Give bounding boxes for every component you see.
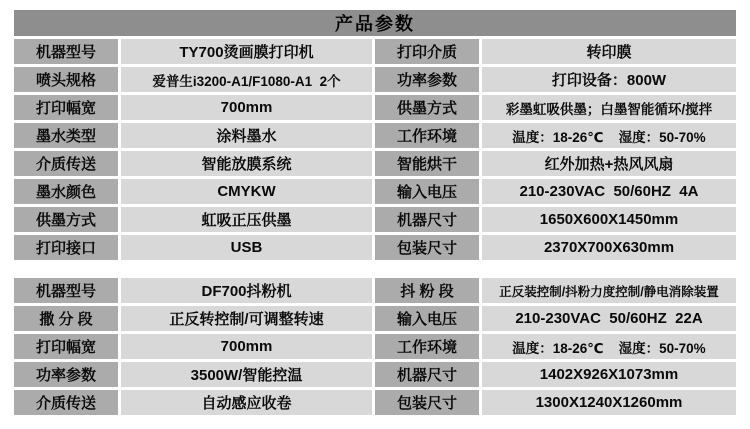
spec-value-cell: 转印膜 <box>482 39 736 64</box>
spec-label-cell: 介质传送 <box>14 151 118 176</box>
spec-label-cell: 抖 粉 段 <box>375 278 479 303</box>
spec-label-cell: 包装尺寸 <box>375 390 479 415</box>
spec-label-cell: 工作环境 <box>375 334 479 359</box>
spec-value-cell: 涂料墨水 <box>121 123 372 148</box>
spec-label-cell: 墨水类型 <box>14 123 118 148</box>
spec-label-cell: 墨水颜色 <box>14 179 118 204</box>
spec-value-cell: 正反装控制/抖粉力度控制/静电消除装置 <box>482 278 736 303</box>
page-title: 产品参数 <box>14 10 736 36</box>
spec-value-cell: 红外加热+热风风扇 <box>482 151 736 176</box>
spec-label-cell: 打印幅宽 <box>14 334 118 359</box>
spec-value-cell: TY700烫画膜打印机 <box>121 39 372 64</box>
spec-value-cell: 700mm <box>121 95 372 120</box>
spec-value-cell: 3500W/智能控温 <box>121 362 372 387</box>
spec-label-cell: 供墨方式 <box>14 207 118 232</box>
spec-value-cell: 虹吸正压供墨 <box>121 207 372 232</box>
spec-value-cell: 210-230VAC 50/60HZ 4A <box>482 179 736 204</box>
spec-label-cell: 输入电压 <box>375 179 479 204</box>
spec-value-cell: 1300X1240X1260mm <box>482 390 736 415</box>
spec-value-cell: CMYKW <box>121 179 372 204</box>
spec-label-cell: 打印接口 <box>14 235 118 260</box>
spec-value-cell: 爱普生i3200-A1/F1080-A1 2个 <box>121 67 372 92</box>
spec-label-cell: 功率参数 <box>14 362 118 387</box>
spec-value-cell: 1650X600X1450mm <box>482 207 736 232</box>
spec-value-cell: USB <box>121 235 372 260</box>
spec-label-cell: 功率参数 <box>375 67 479 92</box>
spec-value-cell: 2370X700X630mm <box>482 235 736 260</box>
spec-label-cell: 介质传送 <box>14 390 118 415</box>
spec-label-cell: 机器型号 <box>14 278 118 303</box>
spec-label-cell: 打印幅宽 <box>14 95 118 120</box>
spec-sheet <box>14 10 736 415</box>
spec-table-printer <box>14 39 736 260</box>
spec-label-cell: 机器尺寸 <box>375 207 479 232</box>
spec-label-cell: 打印介质 <box>375 39 479 64</box>
spec-label-cell: 机器尺寸 <box>375 362 479 387</box>
spec-value-cell: 正反转控制/可调整转速 <box>121 306 372 331</box>
spec-value-cell: 自动感应收卷 <box>121 390 372 415</box>
spec-label-cell: 智能烘干 <box>375 151 479 176</box>
spec-value-cell: 温度：18-26℃ 湿度：50-70% <box>482 334 736 359</box>
spec-label-cell: 喷头规格 <box>14 67 118 92</box>
spec-label-cell: 撒 分 段 <box>14 306 118 331</box>
spec-value-cell: 210-230VAC 50/60HZ 22A <box>482 306 736 331</box>
spec-value-cell: 1402X926X1073mm <box>482 362 736 387</box>
spec-label-cell: 输入电压 <box>375 306 479 331</box>
spec-table-powder-shaker <box>14 278 736 415</box>
spec-label-cell: 供墨方式 <box>375 95 479 120</box>
spec-label-cell: 工作环境 <box>375 123 479 148</box>
spec-value-cell: 温度：18-26℃ 湿度：50-70% <box>482 123 736 148</box>
spec-value-cell: 彩墨虹吸供墨；白墨智能循环/搅拌 <box>482 95 736 120</box>
spec-value-cell: 700mm <box>121 334 372 359</box>
spec-label-cell: 机器型号 <box>14 39 118 64</box>
spec-label-cell: 包装尺寸 <box>375 235 479 260</box>
spec-value-cell: 智能放膜系统 <box>121 151 372 176</box>
spec-value-cell: DF700抖粉机 <box>121 278 372 303</box>
spec-value-cell: 打印设备：800W <box>482 67 736 92</box>
